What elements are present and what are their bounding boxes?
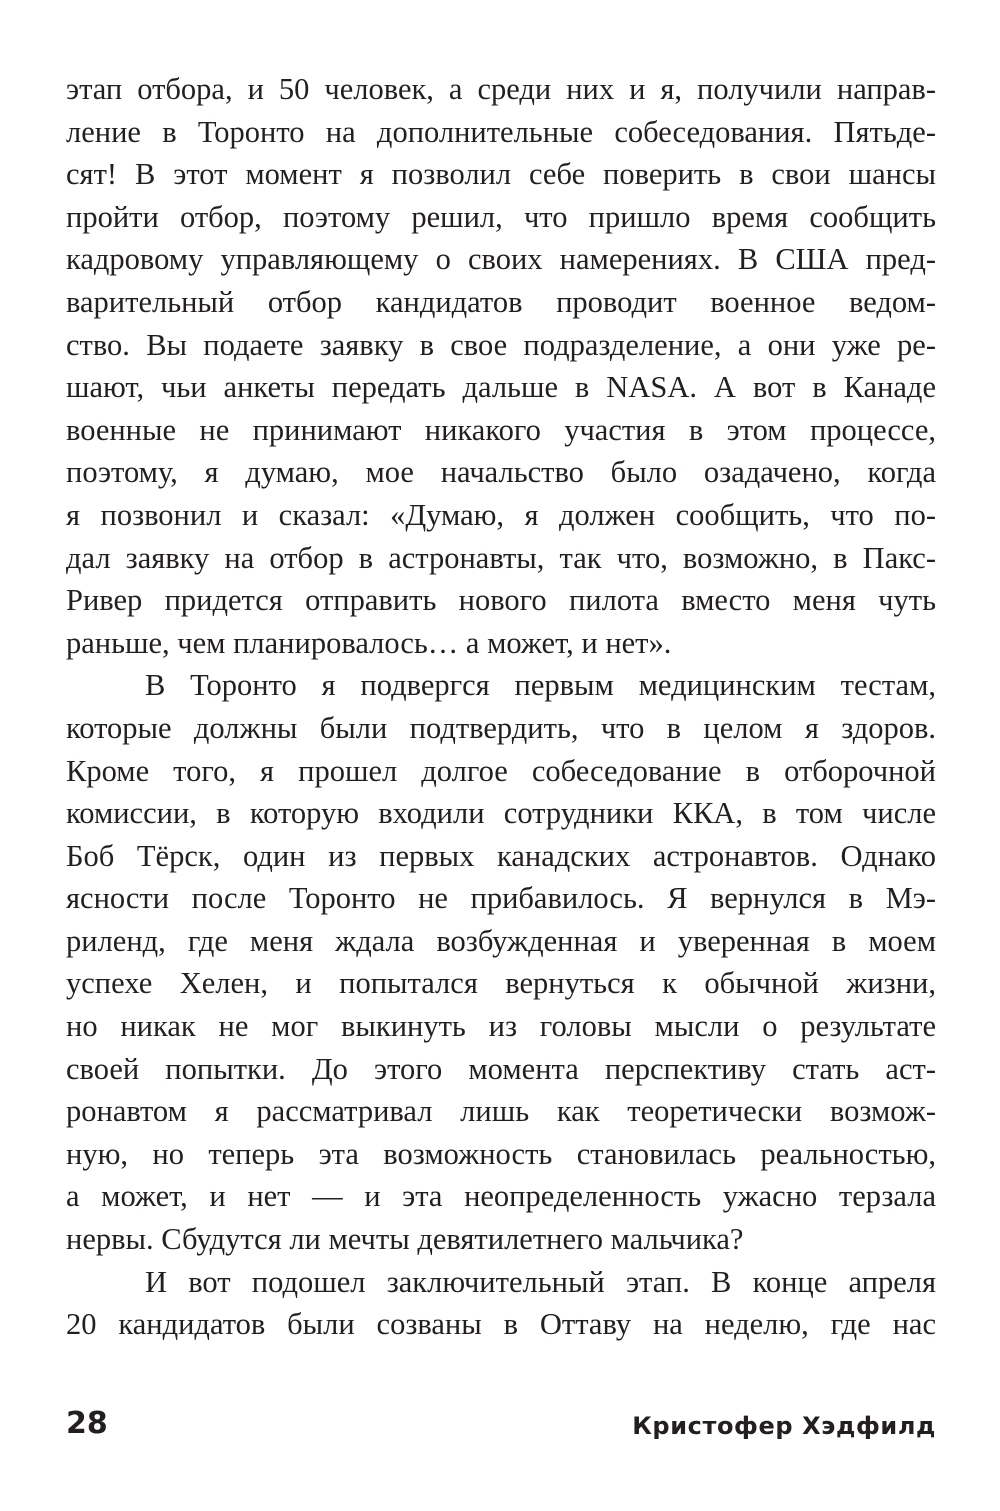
text-line: ронавтом я рассматривал лишь как теоретически возмож- bbox=[66, 1094, 936, 1129]
text-line: риленд, где меня ждала возбужденная и уверенная в моем bbox=[66, 923, 936, 958]
text-line: своей попытки. До этого момента перспективу стать аст- bbox=[66, 1051, 936, 1086]
page-footer bbox=[66, 1402, 936, 1452]
text-line: комиссии, в которую входили сотрудники ККА, в том числе bbox=[66, 796, 936, 831]
text-line: нервы. Сбудутся ли мечты девятилетнего мальчика? bbox=[66, 1222, 744, 1257]
text-line: которые должны были подтвердить, что в целом я здоров. bbox=[66, 710, 936, 745]
text-line: И вот подошел заключительный этап. В конце апреля bbox=[145, 1264, 936, 1299]
text-line: сят! В этот момент я позволил себе поверить в свои шансы bbox=[66, 157, 936, 192]
text-line: но никак не мог выкинуть из головы мысли о результате bbox=[66, 1009, 936, 1044]
text-line: ясности после Торонто не прибавилось. Я вернулся в Мэ- bbox=[66, 881, 936, 916]
text-line: военные не принимают никакого участия в этом процессе, bbox=[66, 412, 936, 447]
running-head-author: Кристофер Хэдфилд bbox=[632, 1412, 936, 1440]
text-line: этап отбора, и 50 человек, а среди них и я, получили направ- bbox=[66, 72, 936, 106]
text-line: ную, но теперь эта возможность становилась реальностью, bbox=[66, 1136, 936, 1171]
text-line: В Торонто я подвергся первым медицинским тестам, bbox=[145, 668, 936, 703]
text-line: дал заявку на отбор в астронавты, так что, возможно, в Пакс- bbox=[66, 540, 936, 575]
text-line: ление в Торонто на дополнительные собеседования. Пятьде- bbox=[66, 114, 936, 149]
text-line: я позвонил и сказал: «Думаю, я должен сообщить, что по- bbox=[66, 497, 936, 532]
text-line: шают, чьи анкеты передать дальше в NASA. А вот в Канаде bbox=[66, 370, 936, 405]
text-line: кадровому управляющему о своих намерениях. В США пред- bbox=[66, 242, 936, 277]
text-line: а может, и нет — и эта неопределенность ужасно терзала bbox=[66, 1179, 936, 1214]
text-line: Боб Тёрск, один из первых канадских астронавтов. Однако bbox=[66, 838, 936, 873]
text-line: поэтому, я думаю, мое начальство было озадачено, когда bbox=[66, 455, 936, 490]
text-line: раньше, чем планировалось… а может, и нет». bbox=[66, 625, 672, 660]
text-line: Ривер придется отправить нового пилота вместо меня чуть bbox=[66, 583, 936, 618]
text-line: пройти отбор, поэтому решил, что пришло время сообщить bbox=[66, 199, 936, 234]
text-line: Кроме того, я прошел долгое собеседование в отборочной bbox=[66, 753, 936, 788]
text-line: варительный отбор кандидатов проводит военное ведом- bbox=[66, 284, 936, 319]
text-line: успехе Хелен, и попытался вернуться к обычной жизни, bbox=[66, 966, 936, 1001]
body-text bbox=[66, 68, 936, 1346]
text-line: 20 кандидатов были созваны в Оттаву на неделю, где нас bbox=[66, 1307, 936, 1342]
page-number: 28 bbox=[66, 1406, 108, 1441]
text-line: ство. Вы подаете заявку в свое подразделение, а они уже ре- bbox=[66, 327, 936, 362]
